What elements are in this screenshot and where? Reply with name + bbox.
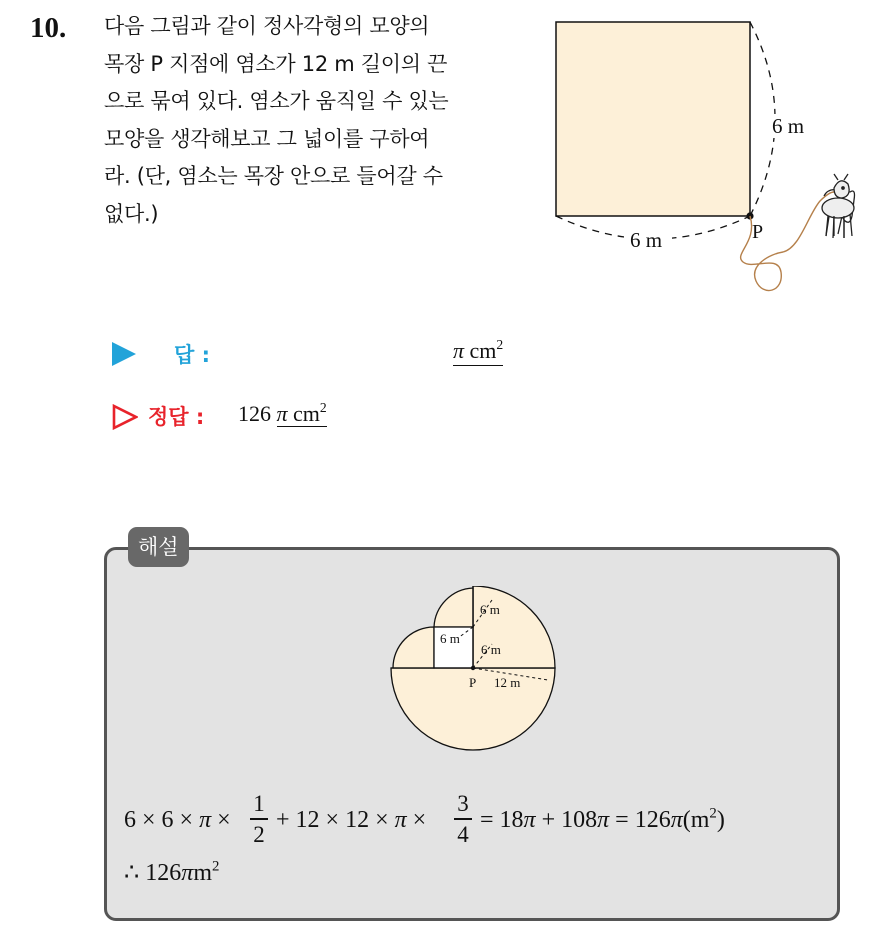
- answer-row: [112, 337, 532, 373]
- formula-result: = $18\pi + 108\pi = 126\pi(m^2)$: [480, 805, 725, 833]
- play-triangle-icon: [112, 342, 136, 366]
- top-small-region: [434, 588, 473, 627]
- correct-answer-value: [238, 400, 327, 428]
- question-line: 다음 그림과 같이 정사각형의 모양의: [104, 14, 430, 38]
- diagram-point-label: P: [469, 675, 477, 690]
- correct-value-unit: [277, 401, 327, 427]
- side-length-label: 6 m: [772, 114, 805, 138]
- answer-unit-pi: π: [453, 338, 465, 363]
- question-line: 으로 묶여 있다. 염소가 움직일 수 있는: [104, 89, 449, 113]
- solution-tie-point: [471, 666, 475, 670]
- answer-unit-exp: 2: [496, 337, 504, 353]
- question-number: 10.: [30, 12, 67, 44]
- correct-unit-base: cm: [287, 401, 320, 426]
- correct-answer-row: [112, 400, 532, 436]
- goat-illustration: [822, 174, 855, 238]
- correct-answer-label: 정답 :: [148, 405, 205, 429]
- correct-unit-pi: π: [276, 401, 288, 426]
- outline-triangle-icon: [112, 404, 138, 430]
- diagram-label-top: 6 m: [480, 602, 500, 617]
- solution-conclusion: ∴ $126\pi m^2$: [124, 858, 220, 886]
- question-line: 라. (단, 염소는 목장 안으로 들어갈 수: [104, 164, 443, 188]
- diagram-label-left: 6 m: [440, 631, 460, 646]
- question-line: 없다.): [104, 201, 159, 226]
- bottom-length-label: 6 m: [630, 228, 663, 252]
- fraction-three-quarters: 3 4: [452, 790, 474, 848]
- correct-unit-exp: 2: [319, 400, 327, 416]
- tie-point-label: P: [752, 221, 764, 243]
- diagram-label-right: 12 m: [494, 675, 521, 690]
- formula-part1: 6 × 6 × π ×: [124, 807, 231, 833]
- left-small-region: [393, 627, 434, 668]
- solution-formula: [124, 790, 824, 850]
- answer-label: 답 :: [174, 343, 210, 367]
- question-line: 모양을 생각해보고 그 넓이를 구하여: [104, 126, 430, 151]
- question-text: [104, 8, 534, 233]
- square-pasture: [556, 22, 750, 216]
- formula-part2: + 12 × 12 × π ×: [276, 807, 427, 833]
- solution-diagram: [380, 586, 570, 756]
- pasture-figure: [538, 10, 878, 300]
- question-line: 목장 P 지점에 염소가 12 m 길이의 끈: [104, 51, 448, 76]
- fraction-one-half: 1 2: [248, 790, 270, 848]
- correct-value-number: 126: [238, 401, 277, 426]
- answer-unit-base: cm: [464, 338, 497, 363]
- diagram-label-mid: 6 m: [481, 642, 501, 657]
- solution-tab: 해설: [128, 527, 189, 567]
- answer-unit[interactable]: [453, 337, 503, 366]
